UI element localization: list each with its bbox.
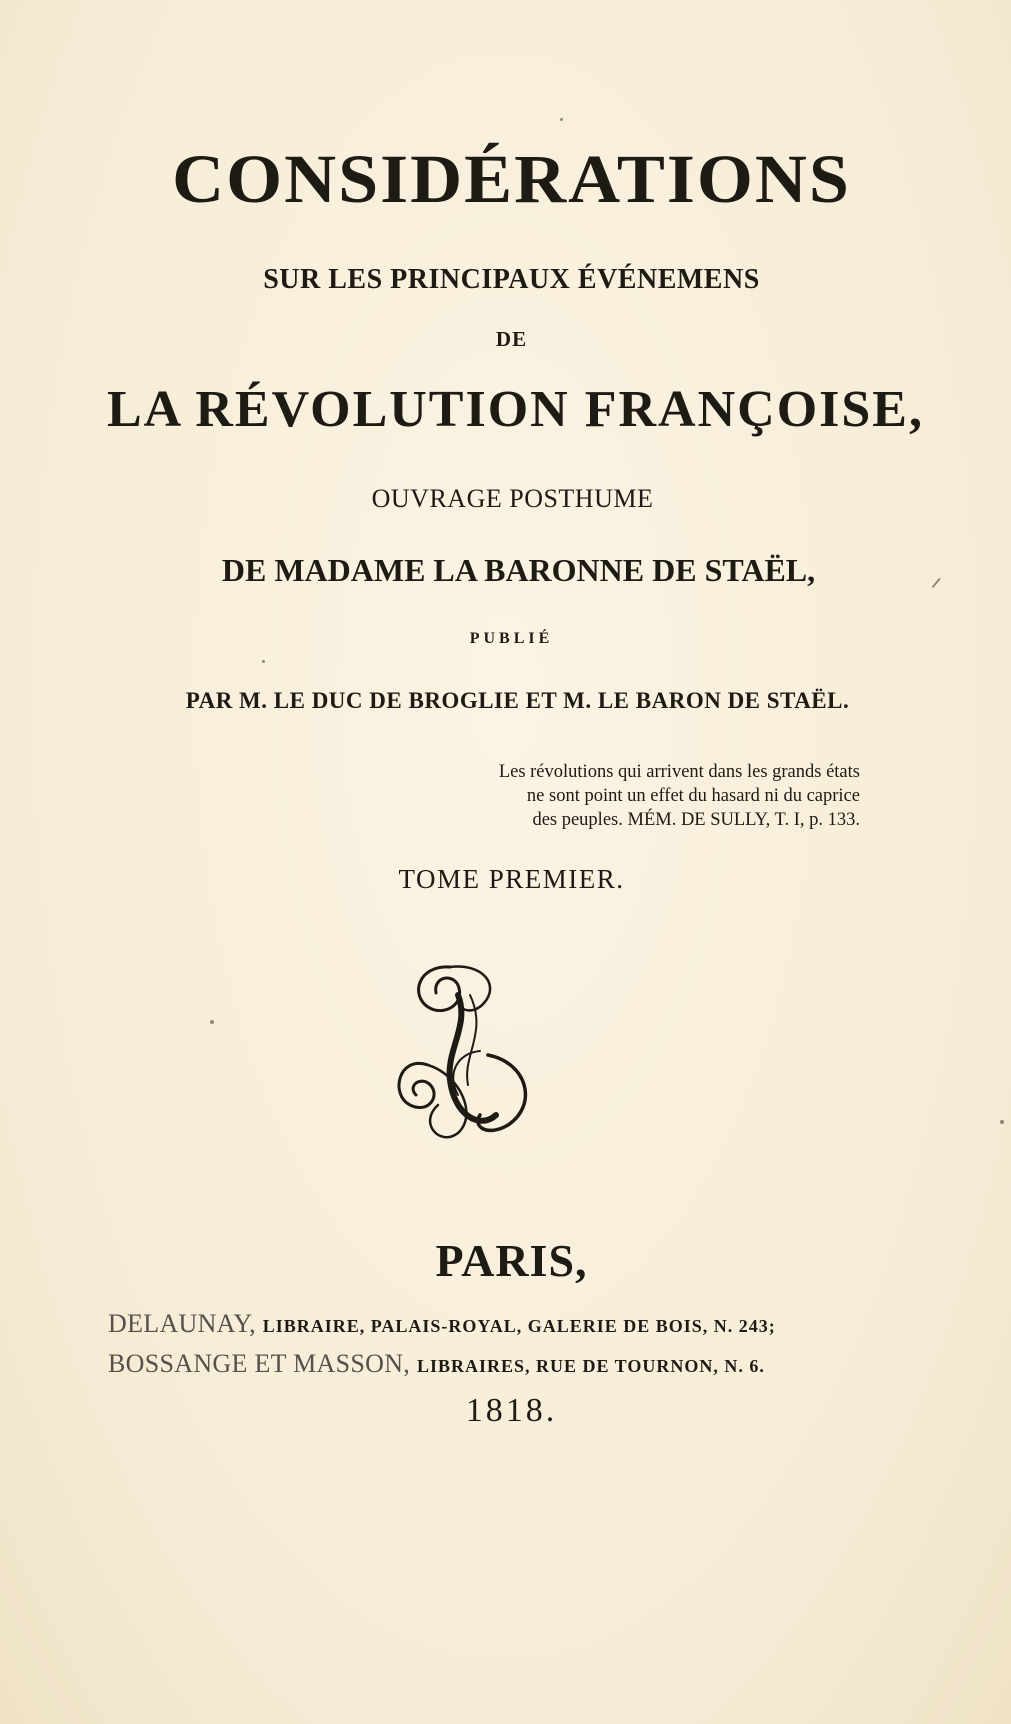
paper-speck	[262, 660, 265, 663]
book-title: CONSIDÉRATIONS	[172, 141, 851, 218]
publisher-name: BOSSANGE ET MASSON,	[108, 1349, 411, 1378]
epigraph-text: des peuples.	[532, 810, 623, 830]
monogram-emblem	[388, 955, 538, 1140]
subtitle: SUR LES PRINCIPAUX ÉVÉNEMENS	[263, 264, 760, 295]
paper-speck	[210, 1020, 214, 1024]
epigraph-line: Les révolutions qui arrivent dans les grands états	[498, 762, 860, 782]
editors: PAR M. LE DUC DE BROGLIE ET M. LE BARON DE STAËL.	[185, 688, 850, 713]
publisher-name: DELAUNAY,	[108, 1309, 256, 1338]
epigraph-source: MÉM. DE SULLY, T. I, p. 133.	[627, 810, 860, 830]
imprint-line	[108, 1349, 765, 1379]
main-title: LA RÉVOLUTION FRANÇOISE,	[107, 381, 924, 438]
epigraph-line	[420, 808, 860, 832]
author: DE MADAME LA BARONNE DE STAËL,	[221, 552, 816, 588]
city: PARIS,	[435, 1235, 588, 1286]
volume-label: TOME PREMIER.	[398, 864, 625, 894]
published-label: PUBLIÉ	[469, 630, 554, 647]
connector: DE	[495, 327, 528, 351]
imprint-line	[108, 1309, 776, 1339]
epigraph	[420, 760, 860, 832]
publisher-address: LIBRAIRE, PALAIS-ROYAL, GALERIE DE BOIS, N. 243;	[262, 1316, 776, 1336]
publication-year: 1818.	[465, 1392, 558, 1429]
work-type: OUVRAGE POSTHUME	[371, 484, 654, 513]
paper-speck	[1000, 1120, 1004, 1124]
paper-speck	[560, 118, 563, 121]
epigraph-line: ne sont point un effet du hasard ni du caprice	[526, 786, 860, 806]
publisher-address: LIBRAIRES, RUE DE TOURNON, N. 6.	[416, 1356, 765, 1376]
